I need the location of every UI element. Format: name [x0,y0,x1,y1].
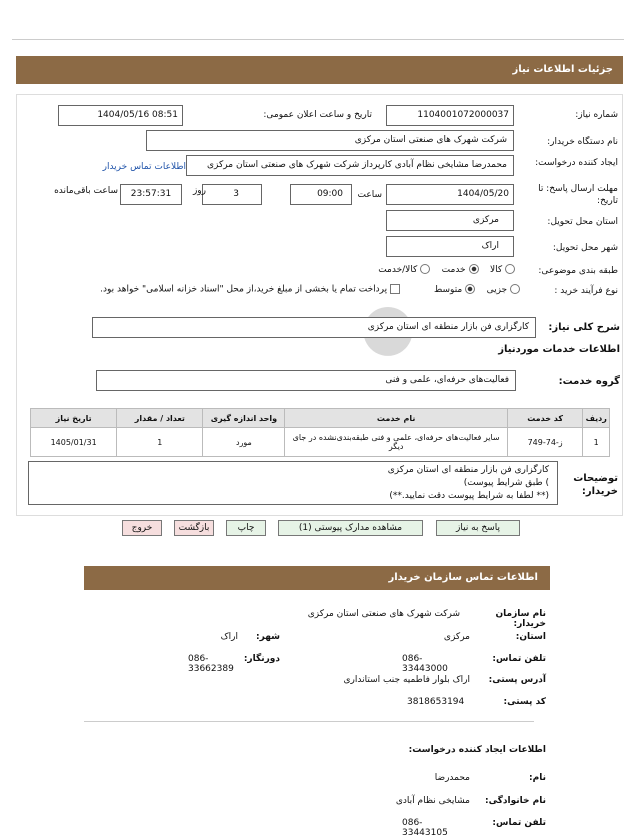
buyer-field[interactable]: شرکت شهرک های صنعتی استان مرکزی [146,130,514,151]
contact-city: اراک [220,632,238,642]
category-radio-both[interactable]: کالا/خدمت [378,265,430,275]
cell-date: 1405/01/31 [31,428,117,457]
deadline-time-field[interactable]: 09:00 [290,184,352,205]
remaining-label: ساعت باقی‌مانده [54,186,118,196]
checkbox-icon[interactable] [390,284,400,294]
category-label: طبقه بندی موضوعی: [538,266,618,276]
process-radio-group [410,284,520,295]
col-name: نام خدمت [285,409,507,428]
contact-phone-label: تلفن تماس: [492,654,546,664]
cell-name: سایر فعالیت‌های حرفه‌ای، علمی و فنی طبقه‌بندی‌نشده در جای دیگر [285,428,507,457]
page-title: جزئیات اطلاعات نیاز [16,56,623,84]
summary-label: شرح کلی نیاز: [548,322,620,333]
cell-qty: 1 [117,428,203,457]
category-radio-service[interactable]: خدمت [442,265,479,275]
creator-phone: 086-33443105 [402,818,448,838]
category-radio-group [330,264,515,275]
back-button[interactable]: بازگشت [174,520,214,536]
contact-title: اطلاعات تماس سازمان خریدار [84,566,550,590]
need-number-label: شماره نیاز: [575,110,618,120]
table-row[interactable] [31,428,610,457]
radio-icon[interactable] [420,264,430,274]
exit-button[interactable]: خروج [122,520,162,536]
city-field[interactable]: اراک [386,236,514,257]
notes-line: (** لطفا به شرایط پیوست دقت نمایید.**) [389,491,549,501]
contact-fax: 086-33662389 [188,654,234,674]
deadline-time-label: ساعت [357,190,382,200]
col-unit: واحد اندازه گیری [203,409,285,428]
cell-row: 1 [583,428,610,457]
province-field[interactable]: مرکزی [386,210,514,231]
contact-city-label: شهر: [256,632,280,642]
creator-label: ایجاد کننده درخواست: [535,158,618,168]
deadline-label: مهلت ارسال پاسخ: تا تاریخ: [538,184,618,206]
buyer-label: نام دستگاه خریدار: [547,137,618,147]
creator-family-label: نام خانوادگی: [484,796,546,806]
summary-field[interactable]: کارگزاری فن بازار منطقه ای استان مرکزی [92,317,536,338]
creator-field[interactable]: محمدرضا مشایخی نظام آبادی کارپرداز شرکت شهرک های صنعتی استان مرکزی [186,155,514,176]
attachments-button[interactable]: مشاهده مدارک پیوستی (1) [278,520,423,536]
creator-info-title: اطلاعات ایجاد کننده درخواست: [408,745,546,755]
col-date: تاریخ نیاز [31,409,117,428]
need-number-field[interactable]: 1104001072000037 [386,105,514,126]
notes-line: کارگزاری فن بازار منطقه ای استان مرکزی [387,465,549,475]
contact-address: اراک بلوار فاطمیه جنب استانداری [343,675,470,685]
col-qty: تعداد / مقدار [117,409,203,428]
announce-field[interactable]: 1404/05/16 08:51 [58,105,183,126]
contact-org-label: نام سازمان خریدار: [495,609,546,629]
process-radio-medium[interactable]: متوسط [434,285,475,295]
contact-province: مرکزی [443,632,470,642]
payment-note: پرداخت تمام یا بخشی از مبلغ خرید،از محل "اسناد خزانه اسلامی" خواهد بود. [100,284,388,295]
notes-field[interactable] [28,461,558,505]
radio-icon[interactable] [510,284,520,294]
contact-fax-label: دورنگار: [243,654,280,664]
process-radio-minor[interactable]: جزیی [487,285,520,295]
notes-line: ) طبق شرایط پیوست) [463,478,549,488]
remaining-time-field[interactable]: 23:57:31 [120,184,182,205]
services-table [30,408,610,457]
days-field[interactable]: 3 [202,184,262,205]
category-radio-goods[interactable]: کالا [490,265,515,275]
service-group-label: گروه خدمت: [558,376,620,387]
creator-name-label: نام: [529,773,546,783]
process-label: نوع فرآیند خرید : [554,286,618,296]
contact-org: شرکت شهرک های صنعتی استان مرکزی [307,609,460,619]
contact-divider [84,721,534,722]
province-label: استان محل تحویل: [547,217,618,227]
top-divider [12,39,624,40]
col-code: کد خدمت [507,409,583,428]
deadline-date-field[interactable]: 1404/05/20 [386,184,514,205]
table-header-row [31,409,610,428]
service-group-field[interactable]: فعالیت‌های حرفه‌ای، علمی و فنی [96,370,516,391]
col-row: ردیف [583,409,610,428]
notes-label: توضیحات خریدار: [573,473,618,497]
creator-name: محمدرضا [434,773,470,783]
contact-address-label: آدرس پستی: [488,675,546,685]
cell-unit: مورد [203,428,285,457]
contact-postal: 3818653194 [407,697,465,707]
announce-label: تاریخ و ساعت اعلان عمومی: [263,110,372,120]
days-label: روز [192,186,206,196]
print-button[interactable]: چاپ [226,520,266,536]
services-title: اطلاعات خدمات موردنیاز [498,344,620,355]
creator-phone-label: تلفن تماس: [492,818,546,828]
contact-info-link[interactable]: اطلاعات تماس خریدار [102,162,186,172]
radio-selected-icon[interactable] [469,264,479,274]
payment-option [50,284,400,295]
radio-selected-icon[interactable] [465,284,475,294]
contact-postal-label: کد پستی: [503,697,546,707]
reply-button[interactable]: پاسخ به نیاز [436,520,520,536]
creator-family: مشایخی نظام آبادی [395,796,470,806]
city-label: شهر محل تحویل: [552,243,618,253]
contact-province-label: استان: [515,632,546,642]
radio-icon[interactable] [505,264,515,274]
contact-phone: 086-33443000 [402,654,448,674]
cell-code: ز-74-749 [507,428,583,457]
